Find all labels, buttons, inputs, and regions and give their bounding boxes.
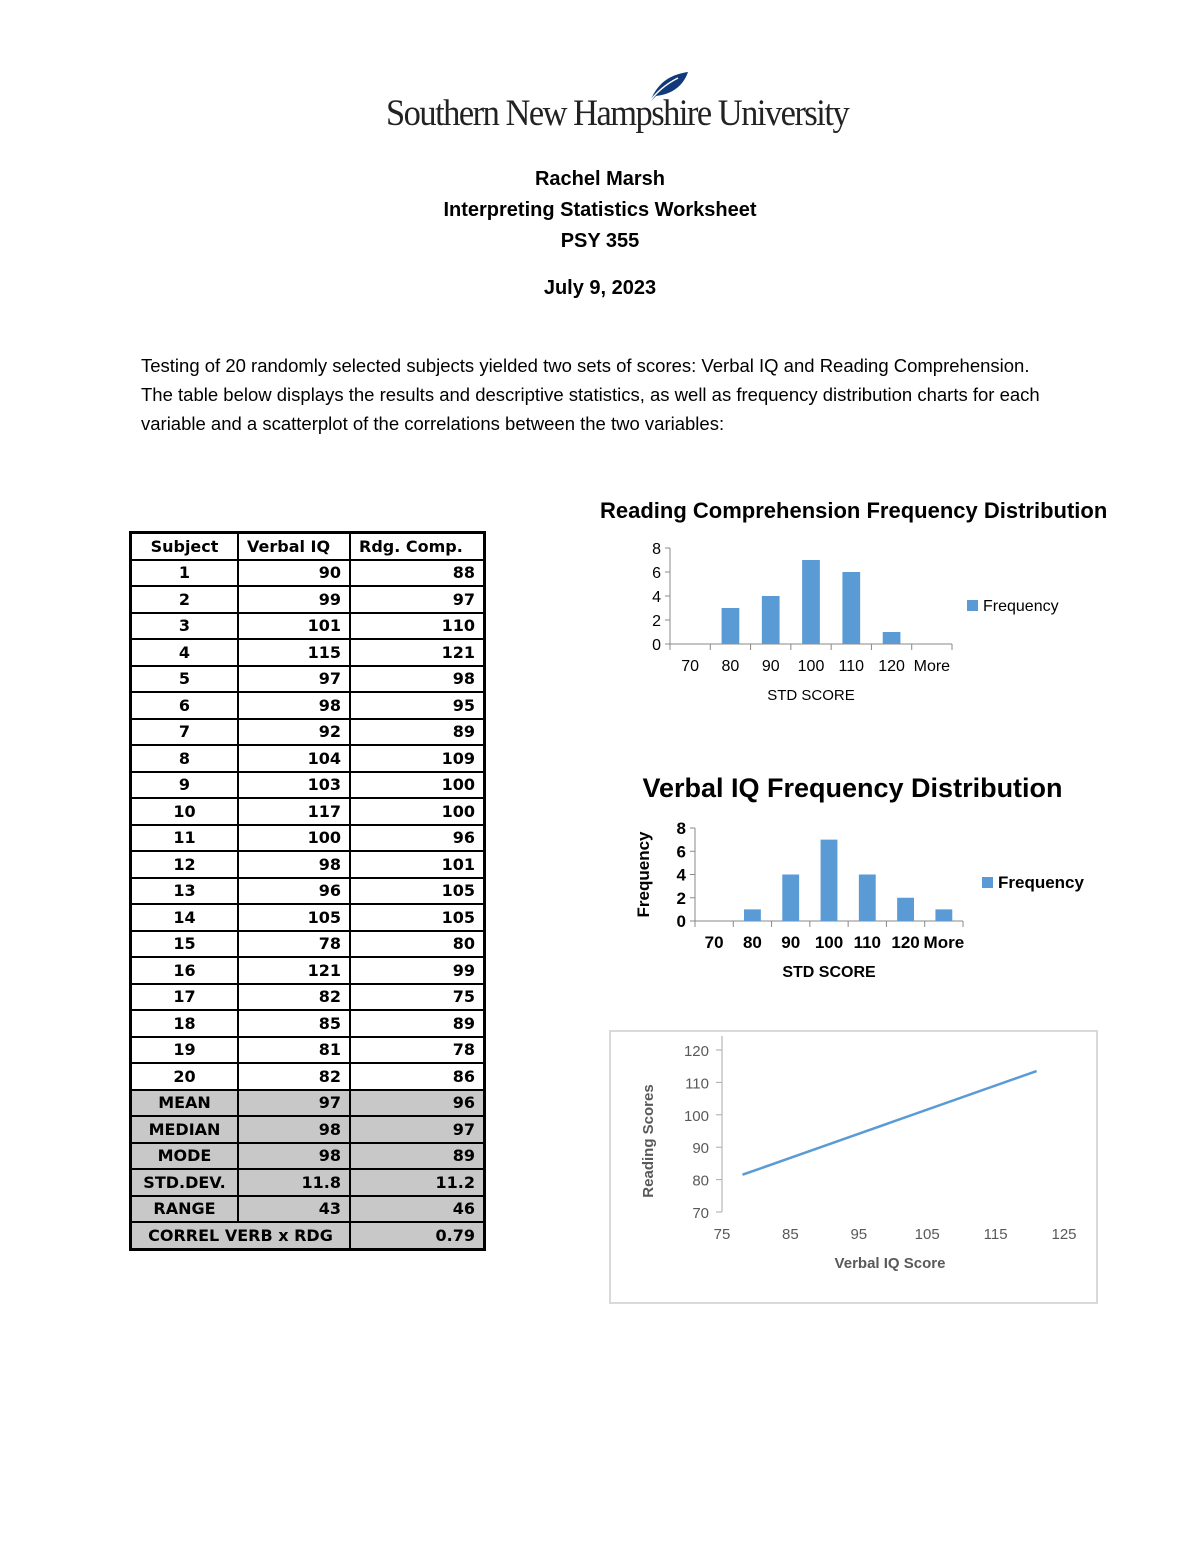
verbal-iq-cell: 90 — [238, 560, 350, 587]
y-tick-label: 4 — [652, 589, 661, 606]
correlation-value: 0.79 — [350, 1222, 485, 1249]
x-axis-label: STD SCORE — [767, 687, 855, 704]
col-header-rdg-comp: Rdg. Comp. — [350, 533, 485, 560]
subject-cell: RANGE — [131, 1196, 239, 1223]
verbal-iq-cell: 97 — [238, 666, 350, 693]
subject-cell: 7 — [131, 719, 239, 746]
verbal-iq-cell: 100 — [238, 825, 350, 852]
x-axis-label: Verbal IQ Score — [834, 1255, 946, 1272]
trend-line — [743, 1071, 1037, 1175]
rdg-comp-cell: 109 — [350, 745, 485, 772]
verbal-iq-cell: 98 — [238, 1116, 350, 1143]
reading-chart-title: Reading Comprehension Frequency Distribution — [600, 498, 1108, 523]
subject-cell: 6 — [131, 692, 239, 719]
x-tick-label: 75 — [713, 1226, 731, 1243]
x-tick-label: 95 — [850, 1226, 868, 1243]
y-tick-label: 70 — [692, 1205, 709, 1222]
course-code: PSY 355 — [560, 230, 640, 252]
rdg-comp-cell: 99 — [350, 957, 485, 984]
subject-cell: 17 — [131, 984, 239, 1011]
x-tick-label: 90 — [761, 658, 780, 675]
x-tick-label: 120 — [878, 658, 905, 675]
y-tick-label: 80 — [692, 1172, 709, 1190]
verbal-iq-cell: 96 — [238, 878, 350, 905]
subject-cell: 1 — [131, 560, 239, 587]
subject-cell: MEAN — [131, 1090, 239, 1117]
rdg-comp-cell: 101 — [350, 851, 485, 878]
x-tick-label: 80 — [721, 658, 740, 675]
subject-cell: 9 — [131, 772, 239, 799]
logo-text: Southern New Hampshire University — [386, 93, 849, 134]
subject-cell: MODE — [131, 1143, 239, 1170]
intro-paragraph: Testing of 20 randomly selected subjects yielded two sets of scores: Verbal IQ and Reading Comprehension. The table below displays the results and descriptive statistics, as well as frequency distribution charts for each variable and a scatterplot of the correlations between the two variables: — [141, 355, 1040, 434]
rdg-comp-cell: 11.2 — [350, 1169, 485, 1196]
x-tick-label: 100 — [814, 933, 844, 952]
rdg-comp-cell: 78 — [350, 1037, 485, 1064]
y-tick-label: 4 — [676, 865, 686, 885]
verbal-iq-cell: 78 — [238, 931, 350, 958]
subject-cell: MEDIAN — [131, 1116, 239, 1143]
subject-cell: 11 — [131, 825, 239, 852]
rdg-comp-cell: 86 — [350, 1063, 485, 1090]
rdg-comp-cell: 110 — [350, 613, 485, 640]
x-tick-label: 110 — [838, 658, 865, 675]
subject-cell: 18 — [131, 1010, 239, 1037]
y-tick-label: 6 — [676, 842, 686, 862]
y-tick-label: 2 — [676, 888, 686, 908]
subject-cell: 20 — [131, 1063, 239, 1090]
verbal-iq-cell: 115 — [238, 639, 350, 666]
verbal-iq-cell: 98 — [238, 851, 350, 878]
x-axis-label: STD SCORE — [782, 964, 876, 981]
x-tick-label: 70 — [704, 933, 724, 952]
y-tick-label: 8 — [652, 541, 661, 558]
verbal-iq-cell: 82 — [238, 984, 350, 1011]
x-tick-label: 110 — [853, 933, 882, 952]
subject-cell: 13 — [131, 878, 239, 905]
rdg-comp-cell: 98 — [350, 666, 485, 693]
rdg-comp-cell: 96 — [350, 1090, 485, 1117]
x-tick-label: 125 — [1051, 1226, 1077, 1243]
x-tick-label: 120 — [891, 933, 920, 952]
verbal-iq-cell: 85 — [238, 1010, 350, 1037]
rdg-comp-cell: 97 — [350, 1116, 485, 1143]
y-tick-label: 0 — [652, 637, 661, 654]
y-axis-label: Frequency — [634, 831, 653, 918]
subject-cell: 10 — [131, 798, 239, 825]
rdg-comp-cell: 96 — [350, 825, 485, 852]
x-tick-label: 90 — [781, 933, 801, 952]
subject-cell: 8 — [131, 745, 239, 772]
subject-cell: 12 — [131, 851, 239, 878]
verbal-iq-cell: 82 — [238, 1063, 350, 1090]
document-date: July 9, 2023 — [543, 277, 657, 299]
y-tick-label: 6 — [652, 565, 661, 582]
subject-cell: 5 — [131, 666, 239, 693]
verbal-iq-cell: 92 — [238, 719, 350, 746]
verbal-iq-cell: 101 — [238, 613, 350, 640]
verbal-iq-cell: 98 — [238, 692, 350, 719]
legend-label: Frequency — [983, 598, 1059, 615]
verbal-iq-cell: 105 — [238, 904, 350, 931]
x-tick-label: 115 — [983, 1226, 1008, 1243]
y-tick-label: 100 — [683, 1107, 709, 1125]
subject-cell: 4 — [131, 639, 239, 666]
verbal-iq-cell: 104 — [238, 745, 350, 772]
subject-cell: 19 — [131, 1037, 239, 1064]
y-tick-label: 90 — [692, 1140, 709, 1158]
document-title: Interpreting Statistics Worksheet — [443, 199, 757, 221]
rdg-comp-cell: 97 — [350, 586, 485, 613]
x-tick-label: 105 — [914, 1226, 940, 1243]
subject-cell: STD.DEV. — [131, 1169, 239, 1196]
y-tick-label: 2 — [652, 613, 661, 630]
verbal-iq-cell: 103 — [238, 772, 350, 799]
rdg-comp-cell: 89 — [350, 1010, 485, 1037]
x-tick-label: 100 — [797, 658, 825, 675]
y-tick-label: 8 — [676, 819, 686, 838]
rdg-comp-cell: 105 — [350, 878, 485, 905]
rdg-comp-cell: 80 — [350, 931, 485, 958]
rdg-comp-cell: 105 — [350, 904, 485, 931]
subject-cell: 2 — [131, 586, 239, 613]
x-tick-label: More — [913, 658, 951, 675]
x-tick-label: 85 — [782, 1226, 799, 1243]
rdg-comp-cell: 46 — [350, 1196, 485, 1223]
rdg-comp-cell: 95 — [350, 692, 485, 719]
col-header-subject: Subject — [131, 533, 239, 560]
rdg-comp-cell: 75 — [350, 984, 485, 1011]
correlation-label: CORREL VERB x RDG — [131, 1222, 351, 1249]
verbal-iq-cell: 11.8 — [238, 1169, 350, 1196]
subject-cell: 16 — [131, 957, 239, 984]
verbal-chart-title: Verbal IQ Frequency Distribution — [642, 773, 1063, 803]
author-name: Rachel Marsh — [534, 168, 666, 190]
x-tick-label: More — [923, 933, 965, 952]
y-tick-label: 110 — [685, 1075, 709, 1093]
x-tick-label: 70 — [681, 658, 700, 675]
subject-cell: 14 — [131, 904, 239, 931]
verbal-iq-cell: 43 — [238, 1196, 350, 1223]
subject-cell: 3 — [131, 613, 239, 640]
rdg-comp-cell: 89 — [350, 719, 485, 746]
verbal-iq-cell: 98 — [238, 1143, 350, 1170]
verbal-iq-cell: 117 — [238, 798, 350, 825]
legend-label: Frequency — [998, 873, 1084, 892]
verbal-iq-cell: 97 — [238, 1090, 350, 1117]
rdg-comp-cell: 88 — [350, 560, 485, 587]
y-tick-label: 120 — [683, 1043, 709, 1060]
verbal-iq-cell: 99 — [238, 586, 350, 613]
subject-cell: 15 — [131, 931, 239, 958]
rdg-comp-cell: 100 — [350, 772, 485, 799]
y-axis-label: Reading Scores — [640, 1084, 657, 1198]
col-header-verbal-iq: Verbal IQ — [238, 533, 350, 560]
rdg-comp-cell: 100 — [350, 798, 485, 825]
rdg-comp-cell: 89 — [350, 1143, 485, 1170]
verbal-iq-cell: 81 — [238, 1037, 350, 1064]
rdg-comp-cell: 121 — [350, 639, 485, 666]
y-tick-label: 0 — [676, 912, 686, 931]
verbal-iq-cell: 121 — [238, 957, 350, 984]
x-tick-label: 80 — [742, 933, 762, 952]
